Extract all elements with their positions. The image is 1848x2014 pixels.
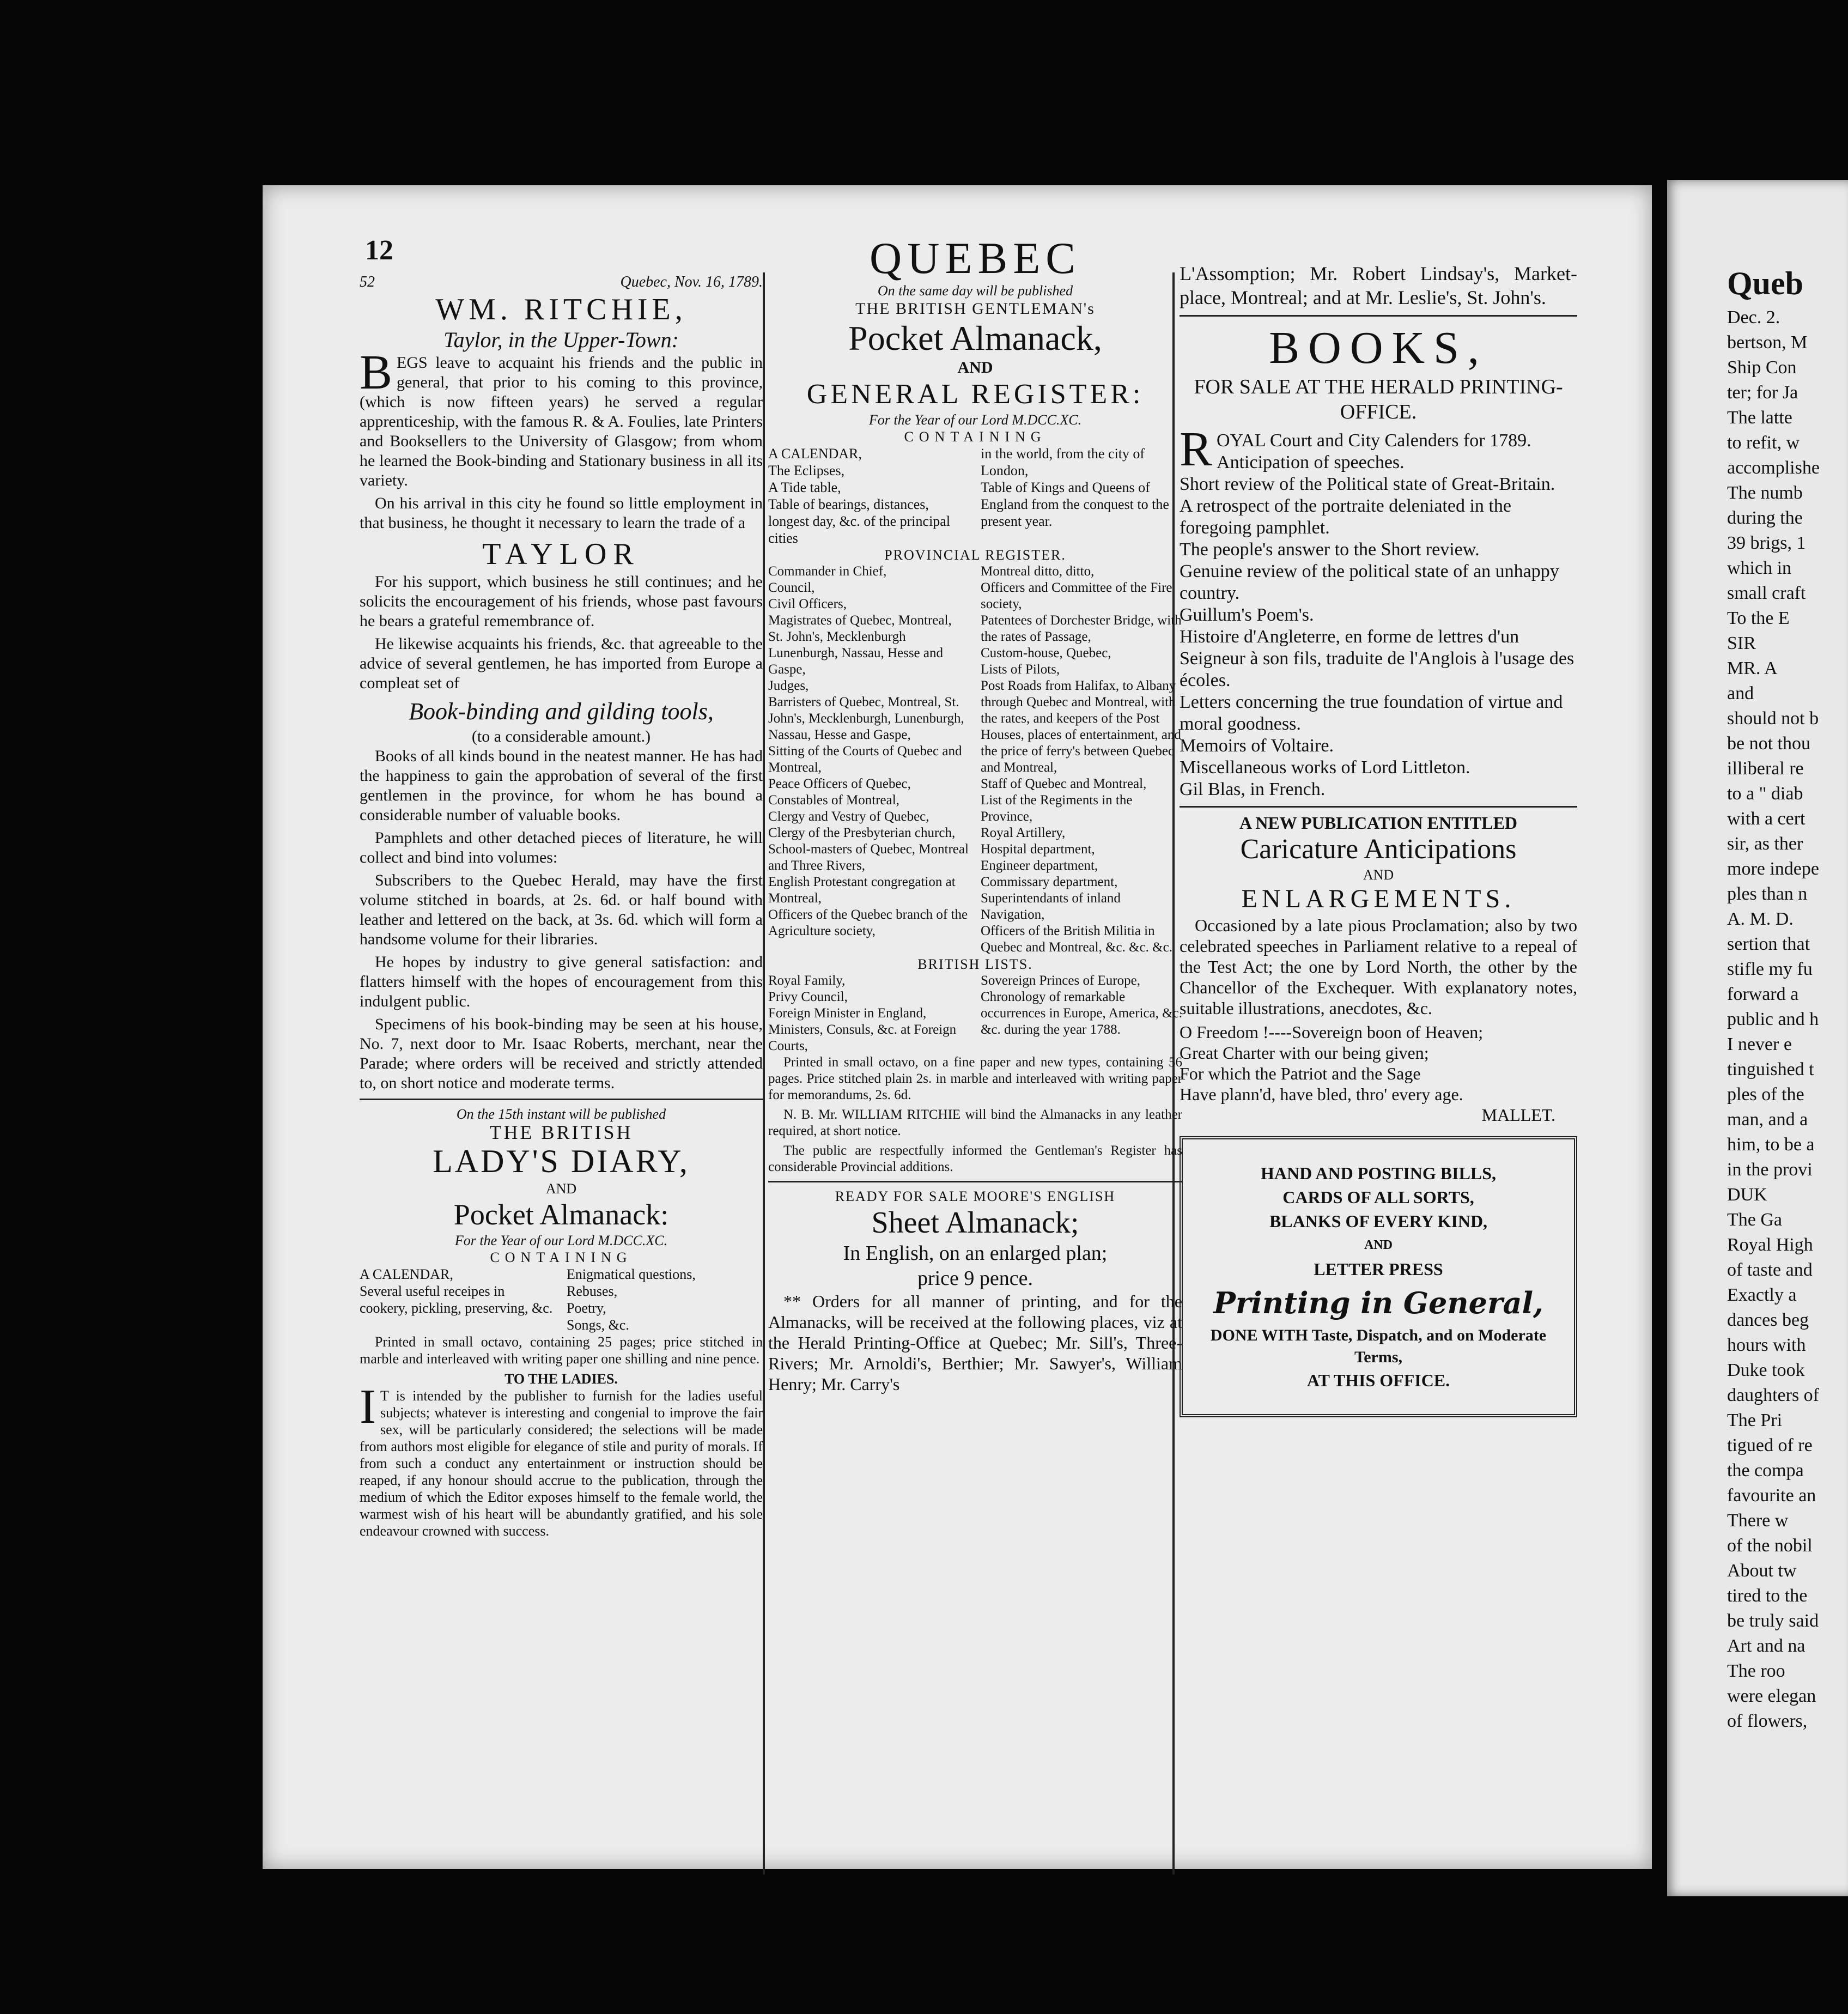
provincial-list — [768, 563, 1182, 956]
content-item: Poetry, — [567, 1300, 606, 1316]
paragraph: BEGS leave to acquaint his friends and the public in general, that prior to his coming to this province, (which is now fifteen years) he served a regular apprenticeship, with the famous R. & A. Foulies, late Printers and Booksellers to the University of Glasgow; from whom he learned the Book-binding and Stationary business in all its variety. — [360, 345, 763, 489]
register-item: Commander in Chief, — [768, 564, 887, 579]
paragraph: Printed in small octavo, on a fine paper and new types, containing 56 pages. Price stitched plain 2s. in marble and interleaved with writing paper for memorandums, 2s. 6d. — [768, 1055, 1182, 1102]
next-page-line: dances beg — [1727, 1310, 1809, 1330]
next-page-line: which in — [1727, 558, 1792, 578]
next-page-line: I never e — [1727, 1034, 1792, 1054]
register-item: List of the Regiments in the Province, — [981, 793, 1133, 824]
register-item: Ministers, Consuls, &c. at Foreign Courts, — [768, 1022, 957, 1053]
next-page-line: MR. A — [1727, 658, 1778, 678]
advertiser-name: WM. RITCHIE, — [435, 293, 687, 326]
paragraph: He hopes by industry to give general satisfaction: and flatters himself with the hopes of encouragement from this indulgent public. — [360, 953, 763, 1010]
box-line: BLANKS OF EVERY KIND, — [1269, 1211, 1488, 1231]
paragraph: On his arrival in this city he found so little employment in that business, he thought it necessary to learn the trade of a — [360, 494, 763, 532]
poem-author: MALLET. — [1481, 1105, 1555, 1125]
dateline-row — [360, 272, 763, 292]
box-line: AND — [1364, 1238, 1393, 1252]
next-page-line: during the — [1727, 508, 1803, 528]
register-item: Officers of the Quebec branch of the Agriculture society, — [768, 907, 968, 938]
new-publication-heading: A NEW PUBLICATION ENTITLED — [1239, 813, 1518, 833]
register-item: Constables of Montreal, — [768, 793, 899, 808]
register-item: Magistrates of Quebec, Montreal, St. John's, Mecklenburgh Lunenburgh, Nassau, Hesse and Gaspe, — [768, 613, 952, 677]
books-heading: BOOKS, — [1269, 323, 1488, 373]
next-page-line: ples of the — [1727, 1084, 1804, 1105]
book-item: ROYAL Court and City Calenders for 1789. — [1180, 422, 1531, 476]
paragraph: Books of all kinds bound in the neatest manner. He has had the happiness to gain the approbation of several of the first gentlemen in the province, for whom he has bound a considerable number of valuable books. — [360, 747, 763, 824]
book-item: Short review of the Political state of Great-Britain. — [1180, 474, 1555, 494]
paragraph: Pamphlets and other detached pieces of literature, he will collect and bind into volumes: — [360, 829, 763, 866]
next-page-fragment — [1667, 180, 1848, 1896]
register-item: Clergy and Vestry of Quebec, — [768, 809, 929, 824]
poem-line: Have plann'd, have bled, thro' every age. — [1180, 1084, 1463, 1104]
paragraph: N. B. Mr. WILLIAM RITCHIE will bind the Almanacks in any leather required, at short notice. — [768, 1107, 1182, 1138]
next-page-line: stifle my fu — [1727, 959, 1813, 979]
next-page-line: small craft — [1727, 583, 1806, 603]
divider — [1180, 315, 1577, 317]
divider — [768, 1181, 1182, 1182]
next-page-line: ter; for Ja — [1727, 383, 1798, 403]
content-item: Table of bearings, distances, longest day, &c. of the principal cities — [768, 496, 951, 546]
register-item: Post Roads from Halifax, to Albany through Quebec and Montreal, with the rates, and keepers of the Post Houses, places of entertainment, and the price of ferry's between Quebec and Montreal, — [981, 678, 1181, 775]
next-page-line: to a " diab — [1727, 784, 1803, 804]
next-page-line: should not b — [1727, 708, 1819, 729]
divider — [1180, 806, 1577, 808]
register-item: School-masters of Quebec, Montreal and Three Rivers, — [768, 842, 969, 873]
register-item: Clergy of the Presbyterian church, — [768, 826, 956, 840]
poem — [1180, 1022, 1577, 1125]
quebec-masthead: QUEBEC — [870, 233, 1081, 283]
provincial-heading: PROVINCIAL REGISTER. — [884, 547, 1066, 563]
next-page-line: Ship Con — [1727, 357, 1797, 378]
british-lists — [768, 973, 1182, 1054]
next-page-line: DUK — [1727, 1185, 1767, 1205]
register-item: Chronology of remarkable occurrences in Europe, America, &c. &c. during the year 1788. — [981, 990, 1182, 1037]
content-item: A CALENDAR, — [768, 446, 862, 462]
next-page-line: in the provi — [1727, 1160, 1813, 1180]
next-page-line: tigued of re — [1727, 1435, 1813, 1455]
content-item: A CALENDAR, — [360, 1266, 453, 1282]
ready-heading: READY FOR SALE MOORE'S ENGLISH — [835, 1188, 1116, 1204]
next-page-line: be not thou — [1727, 733, 1810, 754]
amount-note: (to a considerable amount.) — [471, 727, 651, 745]
book-item: Miscellaneous works of Lord Littleton. — [1180, 757, 1470, 778]
poem-line: Great Charter with our being given; — [1180, 1043, 1429, 1063]
register-item: Superintendants of inland Navigation, — [981, 891, 1121, 922]
register-item: Council, — [768, 580, 815, 595]
content-item: The Eclipses, — [768, 463, 845, 478]
next-page-line: SIR — [1727, 633, 1756, 653]
next-page-line: To the E — [1727, 608, 1790, 628]
column-rule — [763, 272, 765, 1875]
paragraph: Occasioned by a late pious Proclamation; also by two celebrated speeches in Parliament relative to a repeal of the Test Act; the one by Lord North, the other by the Chancellor of the Exchequer. With explanatory notes, suitable illustrations, anecdotes, &c. — [1180, 915, 1577, 1018]
tools-heading: Book-binding and gilding tools, — [409, 698, 714, 725]
paragraph: He likewise acquaints his friends, &c. that agreeable to the advice of several gentlemen, he has imported from Europe a compleat set of — [360, 635, 763, 692]
next-page-line: were elegan — [1727, 1686, 1816, 1706]
next-page-line: About tw — [1727, 1561, 1797, 1581]
paragraph: L'Assomption; Mr. Robert Lindsay's, Market-place, Montreal; and at Mr. Leslie's, St. John's. — [1180, 263, 1577, 308]
next-page-line: ples than n — [1727, 884, 1808, 904]
next-page-line: Queb — [1727, 265, 1804, 301]
box-line: LETTER PRESS — [1314, 1259, 1443, 1279]
register-item: Custom-house, Quebec, — [981, 646, 1111, 660]
price-note: price 9 pence. — [917, 1267, 1034, 1290]
dateline: Quebec, Nov. 16, 1789. — [620, 274, 763, 290]
register-item: Lists of Pilots, — [981, 662, 1060, 677]
ladys-diary-title: LADY'S DIARY, — [433, 1143, 690, 1179]
next-page-line: 39 brigs, 1 — [1727, 533, 1806, 553]
next-page-line: The Ga — [1727, 1210, 1783, 1230]
next-page-line: to refit, w — [1727, 433, 1800, 453]
right-column — [1180, 262, 1577, 1417]
book-item: Anticipation of speeches. — [1217, 452, 1405, 472]
next-page-line: illiberal re — [1727, 759, 1804, 779]
register-item: Officers of the British Militia in Quebec and Montreal, &c. &c. &c. — [981, 924, 1172, 955]
for-year: For the Year of our Lord M.DCC.XC. — [454, 1233, 668, 1248]
box-line: HAND AND POSTING BILLS, — [1260, 1163, 1497, 1183]
next-page-line: There w — [1727, 1510, 1789, 1531]
poem-line: O Freedom !----Sovereign boon of Heaven; — [1180, 1022, 1484, 1042]
divider — [360, 1099, 763, 1100]
and-label: AND — [957, 359, 993, 377]
next-page-line: The Pri — [1727, 1410, 1783, 1430]
register-item: Hospital department, — [981, 842, 1095, 857]
register-item: Sovereign Princes of Europe, — [981, 973, 1140, 988]
next-page-line: of the nobil — [1727, 1536, 1813, 1556]
book-item: The people's answer to the Short review. — [1180, 539, 1480, 560]
paragraph: Subscribers to the Quebec Herald, may have the first volume stitched in boards, at 2s. 6d. or half bound with leather and lettered on the back, at 3s. 6d. which will form a handsome volume for their libraries. — [360, 871, 763, 948]
paragraph: The public are respectfully informed the Gentleman's Register has considerable Provincial additions. — [768, 1143, 1182, 1174]
next-page-line: sertion that — [1727, 934, 1810, 954]
content-item: Several useful receipes in cookery, pickling, preserving, &c. — [360, 1283, 553, 1316]
next-page-line: A. M. D. — [1727, 909, 1794, 929]
register-item: Royal Artillery, — [981, 826, 1066, 840]
next-page-line: Royal High — [1727, 1235, 1813, 1255]
page-number: 12 — [365, 235, 393, 266]
register-item: Staff of Quebec and Montreal, — [981, 777, 1147, 791]
containing-label: CONTAINING — [490, 1249, 633, 1265]
book-item: Letters concerning the true foundation of virtue and moral goodness. — [1180, 692, 1563, 734]
book-item: Guillum's Poem's. — [1180, 605, 1314, 625]
next-page-line: hours with — [1727, 1335, 1806, 1355]
poem-line: For which the Patriot and the Sage — [1180, 1064, 1421, 1083]
printing-office-box — [1180, 1136, 1577, 1417]
next-page-line: favourite an — [1727, 1485, 1816, 1506]
next-page-line: The numb — [1727, 483, 1803, 503]
book-item: Genuine review of the political state of an unhappy country. — [1180, 561, 1559, 603]
register-item: English Protestant congregation at Montreal, — [768, 875, 956, 906]
register-item: Royal Family, — [768, 973, 846, 988]
register-item: Peace Officers of Quebec, — [768, 777, 911, 791]
pocket-almanack-title: Pocket Almanack, — [848, 319, 1102, 357]
book-item: Histoire d'Angleterre, en forme de lettres d'un Seigneur à son fils, traduite de l'Anglois à l'usage des écoles. — [1180, 627, 1575, 690]
register-item: Patentees of Dorchester Bridge, with the rates of Passage, — [981, 613, 1182, 644]
heading: THE BRITISH GENTLEMAN's — [855, 300, 1095, 318]
next-page-text — [1727, 262, 1820, 1734]
next-page-line: forward a — [1727, 984, 1799, 1004]
next-page-line: The roo — [1727, 1661, 1785, 1681]
register-item: Sitting of the Courts of Quebec and Montreal, — [768, 744, 962, 775]
next-page-line: Dec. 2. — [1727, 307, 1780, 327]
english-note: In English, on an enlarged plan; — [843, 1242, 1108, 1265]
next-page-line: daughters of — [1727, 1385, 1820, 1405]
next-page-line: be truly said — [1727, 1611, 1819, 1631]
register-item: Foreign Minister in England, — [768, 1006, 927, 1021]
register-item: Privy Council, — [768, 990, 848, 1004]
printing-general-script: Printing in General, — [1213, 1285, 1543, 1320]
next-page-line: him, to be a — [1727, 1135, 1815, 1155]
next-page-line: with a cert — [1727, 809, 1806, 829]
caricature-title: Caricature Anticipations — [1240, 834, 1517, 865]
box-line: DONE WITH Taste, Dispatch, and on Moderate Terms, — [1210, 1326, 1547, 1366]
register-item: Engineer department, — [981, 858, 1098, 873]
register-item: Commissary department, — [981, 875, 1118, 889]
book-item: A retrospect of the portraite deleniated in the foregoing pamphlet. — [1180, 496, 1511, 538]
for-sale-heading: FOR SALE AT THE HERALD PRINTING-OFFICE. — [1194, 375, 1563, 423]
content-item: A Tide table, — [768, 480, 841, 495]
left-column — [360, 272, 763, 1543]
taylor-heading: TAYLOR — [482, 537, 640, 571]
to-ladies-heading: TO THE LADIES. — [504, 1371, 618, 1387]
paragraph: IT is intended by the publisher to furnish for the ladies useful subjects; whatever is interesting and congenial to improve the fair sex, will be particularly considered; the selections will be made from authors most eligible for elegance of stile and purity of morals. If from such a conduct any entertainment or instruction should be reaped, if any honour should accrue to the publication, through the medium of which the Editor exposes himself to the female world, the warmest wish of his heart will be abundantly gratified, and his sole endeavour crowned with success. — [360, 1380, 763, 1539]
contents-list — [360, 1266, 763, 1333]
paragraph: ** Orders for all manner of printing, and for the Almanacks, will be received at the following places, viz at the Herald Printing-Office at Quebec; Mr. Sill's, Three-Rivers; Mr. Arnoldi's, Berthier; Mr. Sawyer's, William Henry; Mr. Carry's — [768, 1291, 1182, 1394]
next-page-line: tired to the — [1727, 1586, 1808, 1606]
sheet-almanack-title: Sheet Almanack; — [871, 1206, 1079, 1240]
containing-label: CONTAINING — [904, 429, 1047, 445]
middle-column — [768, 234, 1182, 1398]
next-page-line: the compa — [1727, 1460, 1804, 1481]
paragraph: Printed in small octavo, containing 25 pages; price stitched in marble and interleaved with writing paper one shilling and nine pence. — [360, 1334, 763, 1367]
heading: THE BRITISH — [489, 1121, 633, 1143]
register-item: Officers and Committee of the Fire society, — [981, 580, 1172, 611]
register-item: Judges, — [768, 678, 809, 693]
next-page-line: sir, as ther — [1727, 834, 1803, 854]
enlargements-title: ENLARGEMENTS. — [1241, 884, 1516, 913]
register-item: Civil Officers, — [768, 597, 847, 611]
british-lists-heading: BRITISH LISTS. — [917, 956, 1033, 972]
next-page-line: Duke took — [1727, 1360, 1805, 1380]
box-line: CARDS OF ALL SORTS, — [1282, 1187, 1474, 1207]
next-page-line: Exactly a — [1727, 1285, 1797, 1305]
content-item: in the world, from the city of London, — [981, 446, 1145, 478]
box-line: AT THIS OFFICE. — [1306, 1370, 1450, 1390]
content-item: Enigmatical questions, — [567, 1266, 696, 1282]
next-page-line: The latte — [1727, 408, 1792, 428]
next-page-line: man, and a — [1727, 1109, 1808, 1130]
next-page-line: accomplishe — [1727, 458, 1820, 478]
books-list — [1180, 422, 1577, 800]
paragraph: For his support, which business he still continues; and he solicits the encouragement of his friends, whose past favours he bears a grateful remembrance of. — [360, 573, 763, 630]
book-item: Gil Blas, in French. — [1180, 779, 1326, 799]
next-page-line: Art and na — [1727, 1636, 1806, 1656]
for-year: For the Year of our Lord M.DCC.XC. — [868, 412, 1082, 428]
and-label: AND — [1363, 867, 1394, 883]
next-page-line: and — [1727, 683, 1754, 703]
book-item: Memoirs of Voltaire. — [1180, 736, 1334, 756]
next-page-line: of taste and — [1727, 1260, 1813, 1280]
contents-list — [768, 445, 1182, 547]
content-item: Songs, &c. — [567, 1317, 629, 1333]
general-register-title: GENERAL REGISTER: — [806, 379, 1144, 410]
same-day-note: On the same day will be published — [877, 283, 1073, 299]
content-item: Rebuses, — [567, 1283, 618, 1299]
ad-number: 52 — [360, 274, 375, 290]
next-page-line: more indepe — [1727, 859, 1819, 879]
next-page-line: bertson, M — [1727, 332, 1808, 353]
and-label: AND — [545, 1181, 577, 1197]
pocket-almanack-title: Pocket Almanack: — [453, 1198, 669, 1231]
paragraph: Specimens of his book-binding may be seen at his house, No. 7, next door to Mr. Isaac Roberts, merchant, near the Parade; where orders will be received and strictly attended to, on short notice and moderate terms. — [360, 1015, 763, 1092]
next-page-line: public and h — [1727, 1009, 1819, 1029]
next-page-line: tinguished t — [1727, 1059, 1814, 1079]
publish-note: On the 15th instant will be published — [456, 1106, 666, 1122]
register-item: Barristers of Quebec, Montreal, St. John's, Mecklenburgh, Lunenburgh, Nassau, Hesse and Gaspe, — [768, 695, 964, 742]
next-page-line: of flowers, — [1727, 1711, 1808, 1731]
register-item: Montreal ditto, ditto, — [981, 564, 1095, 579]
advertiser-subtitle: Taylor, in the Upper-Town: — [443, 327, 679, 352]
content-item: Table of Kings and Queens of England from the conquest to the present year. — [981, 480, 1169, 529]
